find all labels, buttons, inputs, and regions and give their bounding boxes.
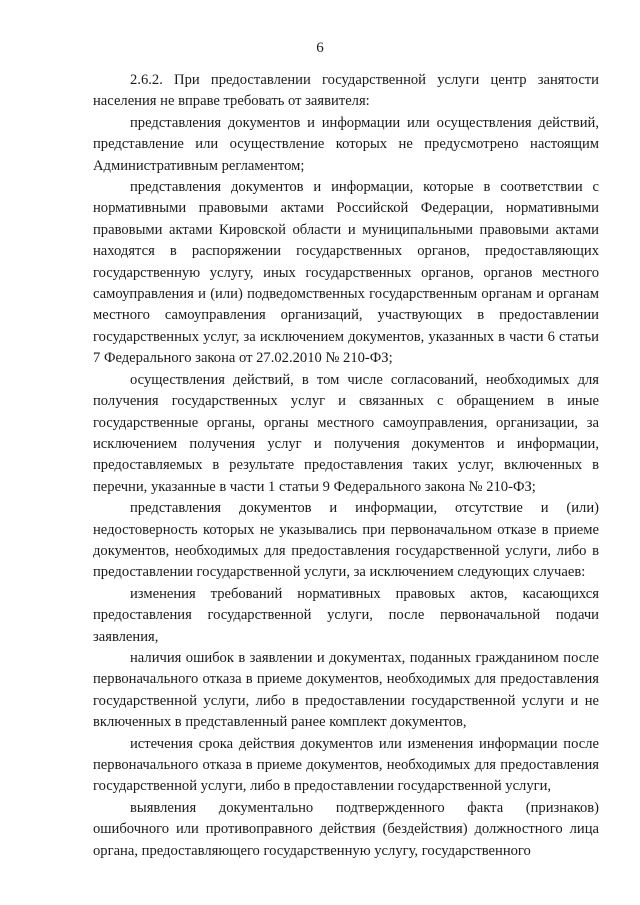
paragraph-subitem: выявления документально подтвержденного факта (признаков) ошибочного или противоправного действия (бездействия) должностного лица органа, предоставляющего государственную услугу, государственного [93, 799, 599, 859]
document-body [93, 70, 599, 862]
paragraph-item: представления документов и информации, которые в соответствии с нормативными правовыми актами Российской Федерации, нормативными правовыми актами Кировской области и муниципальными правовыми актами находятся в распоряжении государственных органов, предоставляющих государственную услугу, иных государственных органов, органов местного самоуправления и (или) подведомственных государственным органам и органам местного самоуправления организаций, участвующих в предоставлении государственных услуг, за исключением документов, указанных в части 6 статьи 7 Федерального закона от 27.02.2010 № 210-ФЗ; [93, 179, 599, 367]
paragraph-item: представления документов и информации или осуществления действий, представление или осуществление которых не предусмотрено настоящим Административным регламентом; [93, 114, 599, 174]
paragraph-intro: 2.6.2. При предоставлении государственной услуги центр занятости населения не вправе требовать от заявителя: [93, 72, 599, 110]
paragraph-item: осуществления действий, в том числе согласований, необходимых для получения государственных услуг и связанных с обращением в иные государственные органы, органы местного самоуправления, организации, за исключением получения услуг и получения документов и информации, предоставляемых в результате предоставления таких услуг, включенных в перечни, указанные в части 1 статьи 9 Федерального закона № 210-ФЗ; [93, 371, 599, 495]
paragraph-item: представления документов и информации, отсутствие и (или) недостоверность которых не указывались при первоначальном отказе в приеме документов, необходимых для предоставления государственной услуги, либо в предоставлении государственной услуги, за исключением следующих случаев: [93, 500, 599, 581]
page-number: 6 [316, 40, 324, 56]
paragraph-subitem: изменения требований нормативных правовых актов, касающихся предоставления государственной услуги, после первоначальной подачи заявления, [93, 585, 599, 645]
paragraph-subitem: наличия ошибок в заявлении и документах, поданных гражданином после первоначального отказа в приеме документов, необходимых для предоставления государственной услуги, либо в предоставлении государственной услуги и не включенных в представленный ранее комплект документов, [93, 649, 599, 731]
paragraph-subitem: истечения срока действия документов или изменения информации после первоначального отказа в приеме документов, необходимых для предоставления государственной услуги, либо в предоставлении государственной услуги, [93, 735, 599, 795]
